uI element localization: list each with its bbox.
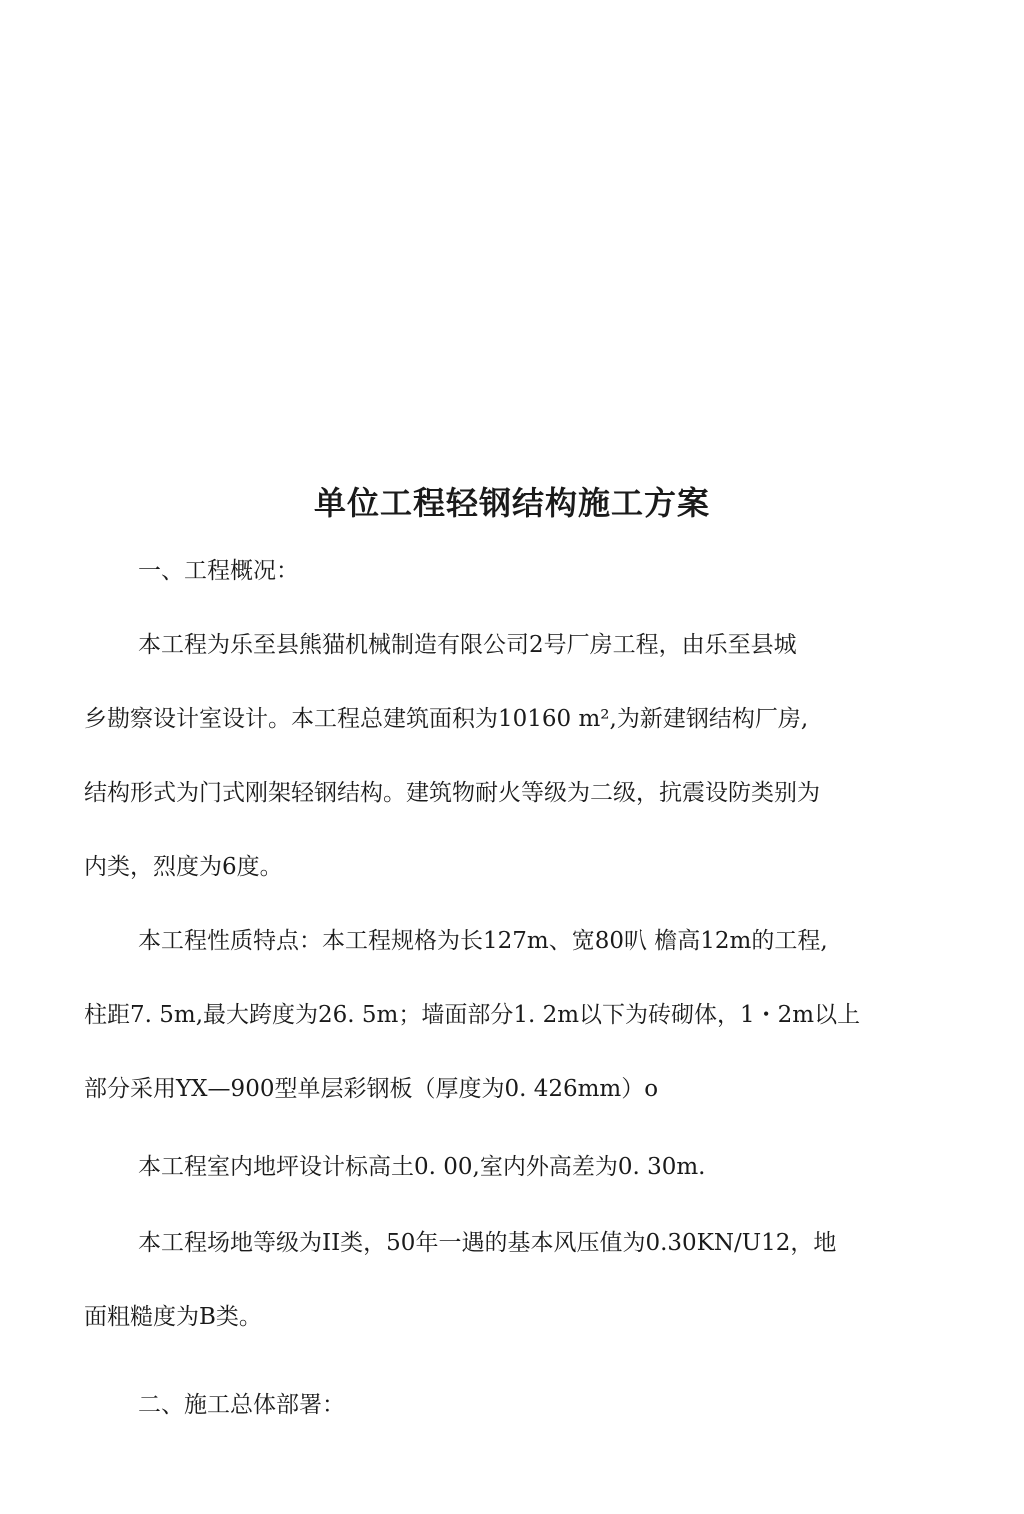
paragraph-features-line-3: 部分采用YX—900型单层彩钢板（厚度为0. 426mm）o xyxy=(84,1076,659,1102)
section-heading-deployment: 二、施工总体部署： xyxy=(138,1392,345,1418)
paragraph-features-line-1: 本工程性质特点：本工程规格为长127m、宽80叭 檐高12m的工程, xyxy=(138,928,828,954)
section-heading-overview: 一、工程概况： xyxy=(138,558,299,584)
paragraph-elevation-line-1: 本工程室内地坪设计标高土0. 00,室内外高差为0. 30m. xyxy=(138,1154,706,1180)
paragraph-project-line-1: 本工程为乐至县熊猫机械制造有限公司2号厂房工程，由乐至县城 xyxy=(138,632,797,658)
paragraph-site-line-1: 本工程场地等级为II类，50年一遇的基本风压值为0.30KN/U12，地 xyxy=(138,1230,837,1256)
paragraph-project-line-4: 内类，烈度为6度。 xyxy=(84,854,283,880)
paragraph-features-line-2: 柱距7. 5m,最大跨度为26. 5m；墙面部分1. 2m以下为砖砌体，1・2m以上 xyxy=(84,1002,861,1028)
paragraph-project-line-3: 结构形式为门式刚架轻钢结构。建筑物耐火等级为二级，抗震设防类别为 xyxy=(84,780,820,806)
paragraph-site-line-2: 面粗糙度为B类。 xyxy=(84,1304,262,1330)
paragraph-project-line-2: 乡勘察设计室设计。本工程总建筑面积为10160 m²,为新建钢结构厂房, xyxy=(84,706,809,732)
document-title: 单位工程轻钢结构施工方案 xyxy=(313,484,710,522)
